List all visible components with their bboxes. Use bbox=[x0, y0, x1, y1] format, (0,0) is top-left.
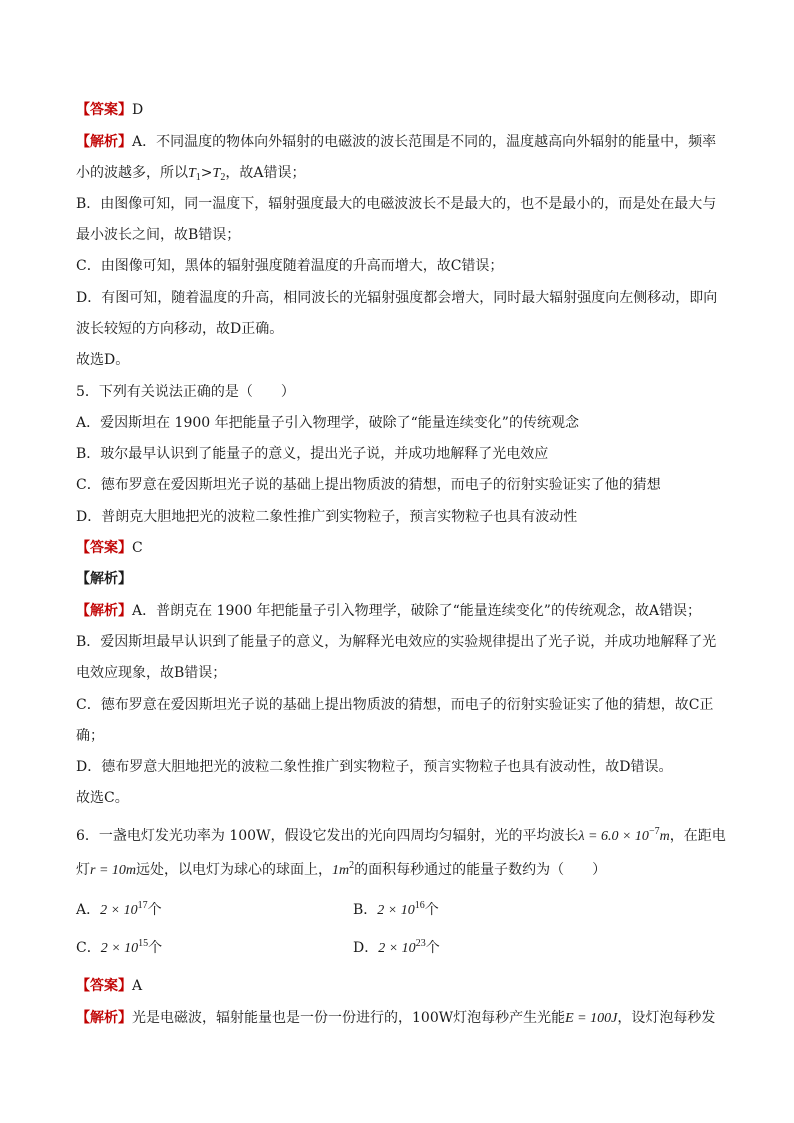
q5-analysis-heading bbox=[76, 569, 132, 589]
q4-analysis-line-1 bbox=[76, 132, 716, 152]
q4-analysis-line-2 bbox=[76, 163, 305, 183]
q6-option-a-base: 2 × 10 bbox=[100, 903, 138, 918]
q4-answer-line bbox=[76, 100, 143, 120]
q4-b-line-1: B．由图像可知，同一温度下，辐射强度最大的电磁波波长不是最大的，也不是最小的，而是处在最大与 bbox=[76, 196, 717, 212]
wavelength-exponent: −7 bbox=[648, 826, 660, 837]
t2-symbol: T bbox=[212, 166, 221, 181]
answer-label: 【答案】 bbox=[76, 540, 132, 556]
t2-subscript: 2 bbox=[220, 172, 226, 183]
q5-analysis-b-1: B．爱因斯坦最早认识到了能量子的意义，为解释光电效应的实验规律提出了光子说，并成功地解释了光 bbox=[76, 634, 717, 650]
q5-stem: 5．下列有关说法正确的是（ ） bbox=[76, 384, 295, 400]
q6-stem-text-2-pre: 灯 bbox=[76, 862, 90, 878]
q5-option-a: A．爱因斯坦在 1900 年把能量子引入物理学，破除了“能量连续变化”的传统观念 bbox=[76, 415, 579, 431]
q6-option-d bbox=[353, 938, 440, 958]
area-expression: 1m bbox=[332, 863, 350, 878]
wavelength-expression: λ = 6.0 × 10 bbox=[578, 829, 649, 844]
distance-expression: r = 10m bbox=[90, 863, 137, 878]
q4-conclusion: 故选D。 bbox=[76, 352, 130, 368]
q5-analysis-d: D．德布罗意大胆地把光的波粒二象性推广到实物粒子，预言实物粒子也具有波动性，故D错误。 bbox=[76, 759, 673, 775]
q6-option-a bbox=[76, 900, 162, 920]
t1-symbol: T bbox=[188, 166, 196, 181]
q5-analysis-a bbox=[76, 601, 701, 621]
q6-option-d-unit: 个 bbox=[425, 940, 440, 956]
q5-option-b: B．玻尔最早认识到了能量子的意义，提出光子说，并成功地解释了光电效应 bbox=[76, 446, 549, 462]
q6-option-c-exponent: 15 bbox=[138, 938, 149, 949]
q6-stem-text-2-post: 的面积每秒通过的能量子数约为（ ） bbox=[354, 862, 607, 878]
q4-answer-value: D bbox=[132, 102, 144, 118]
answer-label: 【答案】 bbox=[76, 978, 132, 994]
q4-c-line: C．由图像可知，黑体的辐射强度随着温度的升高而增大，故C错误； bbox=[76, 258, 504, 274]
q5-conclusion: 故选C。 bbox=[76, 790, 129, 806]
q6-option-d-base: 2 × 10 bbox=[378, 941, 416, 956]
analysis-heading-label: 【解析】 bbox=[76, 571, 132, 587]
q6-analysis-line bbox=[76, 1008, 715, 1028]
greater-than-sign: > bbox=[200, 165, 213, 181]
q6-stem-line-2 bbox=[76, 860, 606, 880]
q6-analysis-text-post: ，设灯泡每秒发 bbox=[617, 1010, 716, 1026]
q6-answer-value: A bbox=[132, 978, 143, 994]
q5-analysis-c-1: C．德布罗意在爱因斯坦光子说的基础上提出物质波的猜想，而电子的衍射实验证实了他的猜想，故C正 bbox=[76, 697, 714, 713]
q6-option-b bbox=[353, 900, 439, 920]
q5-analysis-b-2: 电效应现象，故B错误； bbox=[76, 665, 227, 681]
q5-analysis-c-2: 确； bbox=[76, 728, 104, 744]
q6-option-d-exponent: 23 bbox=[415, 938, 426, 949]
q4-analysis-text-2-post: ，故A错误； bbox=[225, 165, 306, 181]
q4-analysis-text-2-pre: 小的波越多，所以 bbox=[76, 165, 188, 181]
analysis-label: 【解析】 bbox=[76, 134, 132, 150]
q4-b-line-2: 最小波长之间，故B错误； bbox=[76, 227, 241, 243]
q6-option-c bbox=[76, 938, 162, 958]
q6-analysis-text-pre: 光是电磁波，辐射能量也是一份一份进行的，100W灯泡每秒产生光能 bbox=[132, 1010, 566, 1026]
q6-option-a-unit: 个 bbox=[147, 902, 162, 918]
q6-stem-text-1-post: ，在距电 bbox=[669, 828, 726, 844]
area-exponent: 2 bbox=[349, 860, 355, 871]
q5-answer-line bbox=[76, 538, 143, 558]
q6-option-b-base: 2 × 10 bbox=[377, 903, 415, 918]
q5-answer-value: C bbox=[132, 540, 143, 556]
analysis-label: 【解析】 bbox=[76, 1010, 132, 1026]
q6-option-d-label: D． bbox=[353, 940, 379, 956]
q6-stem-text-1-pre: 6．一盏电灯发光功率为 100W，假设它发出的光向四周均匀辐射，光的平均波长 bbox=[76, 828, 579, 844]
q6-stem-text-2-mid: 远处，以电灯为球心的球面上， bbox=[136, 862, 333, 878]
q5-analysis-a-text: A．普朗克在 1900 年把能量子引入物理学，破除了“能量连续变化”的传统观念，故A错误； bbox=[132, 603, 702, 619]
wavelength-unit: m bbox=[659, 829, 670, 844]
q6-answer-line bbox=[76, 976, 142, 996]
q4-d-line-2: 波长较短的方向移动，故D正确。 bbox=[76, 321, 284, 337]
q6-option-b-unit: 个 bbox=[424, 902, 439, 918]
q6-option-c-unit: 个 bbox=[148, 940, 163, 956]
answer-label: 【答案】 bbox=[76, 102, 132, 118]
q6-option-c-label: C． bbox=[76, 940, 101, 956]
q6-stem-line-1 bbox=[76, 826, 726, 846]
q6-option-a-label: A． bbox=[76, 902, 101, 918]
t1-subscript: 1 bbox=[195, 172, 201, 183]
q6-option-b-exponent: 16 bbox=[414, 900, 425, 911]
q5-option-d: D．普朗克大胆地把光的波粒二象性推广到实物粒子，预言实物粒子也具有波动性 bbox=[76, 509, 578, 525]
q4-analysis-text-1: A．不同温度的物体向外辐射的电磁波的波长范围是不同的，温度越高向外辐射的能量中，频率 bbox=[132, 134, 717, 150]
q5-option-c: C．德布罗意在爱因斯坦光子说的基础上提出物质波的猜想，而电子的衍射实验证实了他的猜想 bbox=[76, 477, 661, 493]
q6-option-b-label: B． bbox=[353, 902, 378, 918]
q4-d-line-1: D．有图可知，随着温度的升高，相同波长的光辐射强度都会增大，同时最大辐射强度向左侧移动，即向 bbox=[76, 290, 718, 306]
q6-option-a-exponent: 17 bbox=[137, 900, 148, 911]
q6-option-c-base: 2 × 10 bbox=[100, 941, 139, 956]
analysis-label: 【解析】 bbox=[76, 603, 132, 619]
energy-expression: E = 100J bbox=[565, 1011, 618, 1026]
